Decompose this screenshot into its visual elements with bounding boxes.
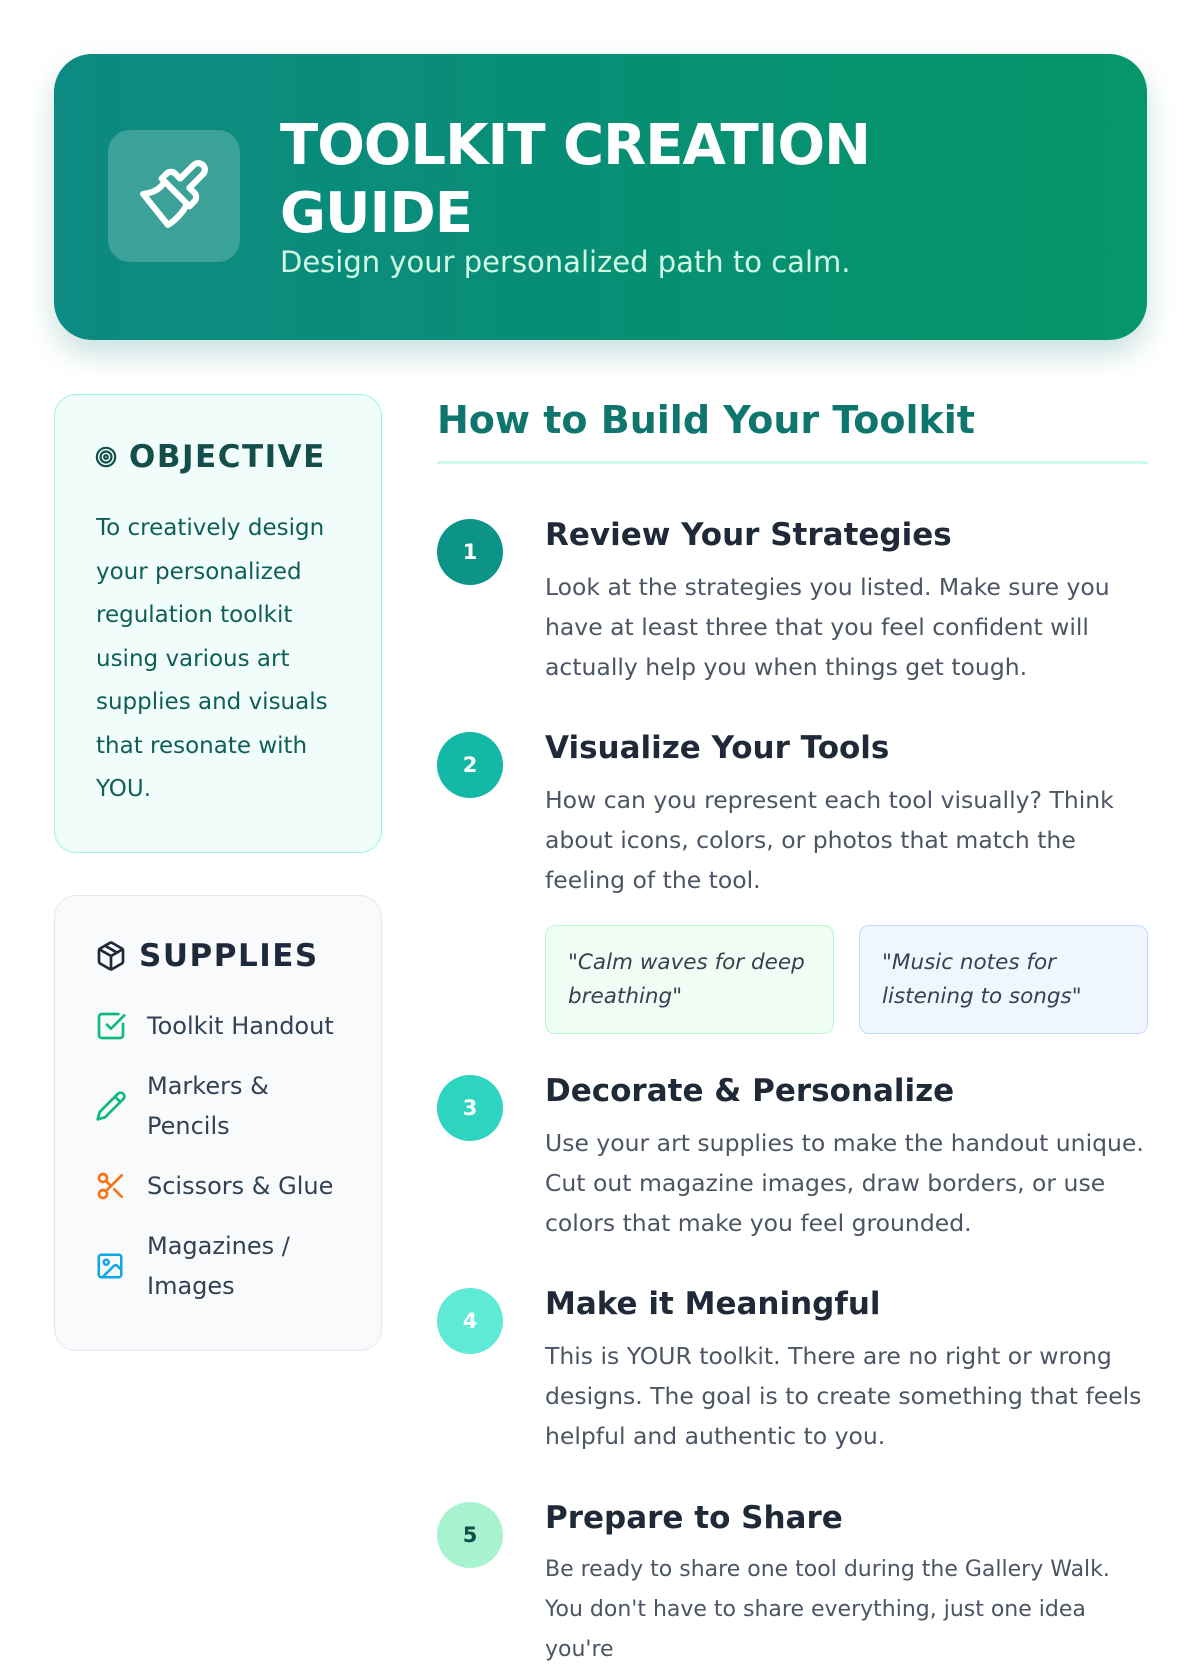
supplies-heading xyxy=(95,938,319,974)
list-item xyxy=(95,1066,365,1146)
step-number-badge: 2 xyxy=(437,732,503,798)
package-icon xyxy=(95,940,127,972)
header-banner xyxy=(54,54,1147,340)
page-subtitle: Design your personalized path to calm. xyxy=(280,245,851,279)
step-description: How can you represent each tool visually? Think about icons, colors, or photos that match the feeling of the tool. xyxy=(545,786,1114,894)
step-title: Prepare to Share xyxy=(545,1500,843,1536)
supplies-list xyxy=(95,1006,365,1306)
section-divider xyxy=(437,461,1148,464)
step-number-badge: 3 xyxy=(437,1075,503,1141)
paintbrush-icon xyxy=(137,157,211,235)
pencil-icon xyxy=(95,1090,131,1122)
section-title: How to Build Your Toolkit xyxy=(437,398,975,442)
step-title: Review Your Strategies xyxy=(545,517,952,553)
step-description: Use your art supplies to make the handout unique. Cut out magazine images, draw borders, or use colors that make you feel grounded. xyxy=(545,1129,1144,1237)
step-description: Be ready to share one tool during the Gallery Walk. You don't have to share everything, just one idea you're xyxy=(545,1557,1110,1662)
supply-label: Markers & Pencils xyxy=(147,1072,269,1140)
example-card: "Music notes for listening to songs" xyxy=(859,925,1148,1034)
objective-heading xyxy=(95,439,326,475)
objective-card xyxy=(54,394,382,853)
header-icon-box xyxy=(108,130,240,262)
step-title: Decorate & Personalize xyxy=(545,1073,955,1109)
step-title: Make it Meaningful xyxy=(545,1286,881,1322)
step-description: Look at the strategies you listed. Make sure you have at least three that you feel confident will actually help you when things get tough. xyxy=(545,573,1110,681)
list-item xyxy=(95,1006,365,1046)
example-card: "Calm waves for deep breathing" xyxy=(545,925,834,1034)
list-item xyxy=(95,1166,365,1206)
target-icon xyxy=(95,446,117,468)
supply-label: Scissors & Glue xyxy=(147,1172,334,1200)
list-item xyxy=(95,1226,365,1306)
checkbox-icon xyxy=(95,1010,131,1042)
supplies-card xyxy=(54,895,382,1351)
page-title: TOOLKIT CREATION GUIDE xyxy=(280,113,870,246)
step-number-badge: 4 xyxy=(437,1288,503,1354)
supply-label: Toolkit Handout xyxy=(147,1012,334,1040)
supply-label: Magazines / Images xyxy=(147,1232,290,1300)
step-number-badge: 5 xyxy=(437,1502,503,1568)
supplies-heading-label: SUPPLIES xyxy=(139,938,319,974)
step-description: This is YOUR toolkit. There are no right or wrong designs. The goal is to create something that feels helpful and authentic to you. xyxy=(545,1342,1142,1450)
objective-text: To creatively design your personalized regulation toolkit using various art supplies and visuals that resonate with YOU. xyxy=(96,515,328,802)
step-title: Visualize Your Tools xyxy=(545,730,890,766)
image-icon xyxy=(95,1251,131,1281)
scissors-icon xyxy=(95,1170,131,1202)
objective-heading-label: OBJECTIVE xyxy=(129,439,326,475)
step-number-badge: 1 xyxy=(437,519,503,585)
